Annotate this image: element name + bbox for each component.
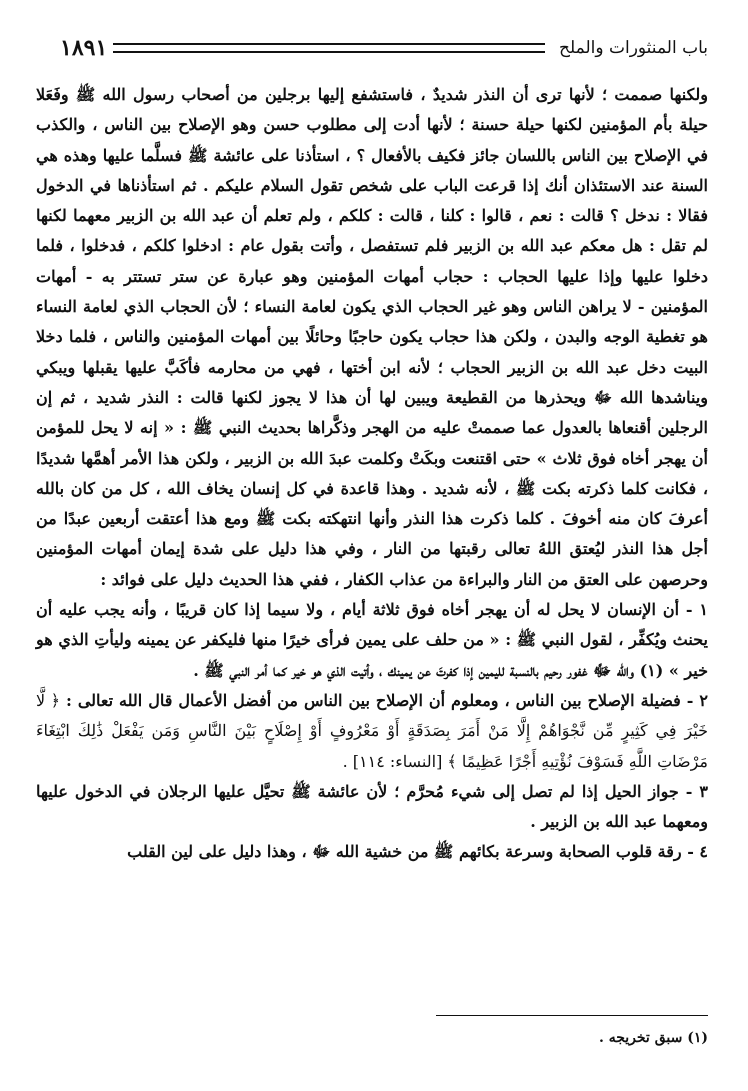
footnote: (١) سبق تخريجه . [598, 1030, 708, 1046]
benefit-4: ٤ - رقة قلوب الصحابة وسرعة بكائهم ﷺ من خشية الله ﷻ ، وهذا دليل على لين القلب [127, 842, 708, 862]
benefit-2 [36, 686, 708, 777]
intro-paragraph: ولكنها صممت ؛ لأنها ترى أن النذر شديدٌ ، فاستشفع إليها برجلين من أصحاب رسول الله ﷺ وفَعَلا حيلة بأم المؤمنين لكنها حيلة حسنة ؛ لأنها أدت إلى مطلوب حسن وهو الإصلاح بين الناس ، والكذب في الإصلاح بين الناس باللسان جائز فكيف بالأفعال ؟ ، استأذنا على عائشة ﷺ فسلَّما عليها وهذه هي السنة عند الاستئذان أنك إذا قرعت الباب على شخص تقول السلام عليكم . ثم استأذناها في الدخول فقالا : ندخل ؟ قالت : نعم ، قالوا : كلنا ، قالت : كلكم ، ولم تعلم أن عبد الله بن الزبير معهما لكنها لم تقل : هل معكم عبد الله بن الزبير فلم تستفصل ، وأتت بقول عام : ادخلوا كلكم ، فدخلوا ، فلما دخلوا عليها وإذا عليها الحجاب : حجاب أمهات المؤمنين وهو عبارة عن ستر تستتر به - أمهات المؤمنين - لا يراهن الناس وهو غير الحجاب الذي يكون لعامة النساء ؛ لأن الحجاب الذي لعامة النساء هو تغطية الوجه والبدن ، ولكن هذا حجاب يكون حاجبًا وحائلًا بين أمهات المؤمنين والناس ، فلما دخلا البيت دخل عبد الله بن الزبير الحجاب ؛ لأنه ابن أختها ، فهي من محارمه فأكَبَّ عليها يقبلها ويبكي ويناشدها الله ﷻ ويحذرها من القطيعة ويبين لها أن هذا لا يجوز لكنها قالت : النذر شديد ، ثم إن الرجلين أقنعاها بالعدول عما صممتْ عليه من الهجر وذكَّراها بحديث النبي ﷺ : « إنه لا يحل للمؤمن أن يهجر أخاه فوق ثلاث » حتى اقتنعت وبكَتْ وكلمت عبدَ الله بن الزبير ، ولكن هذا الأمر أهمَّها شديدًا ، فكانت كلما ذكرته بكت ﷺ ، لأنه شديد . وهذا قاعدة في كل إنسان يخاف الله ، كل من كان بالله أعرفَ كان منه أخوفَ . كلما ذكرت هذا النذر وأنها انتهكته بكت ﷺ ومع هذا أعتقت أربعين عبدًا من أجل هذا النذر ليُعتق اللهُ تعالى رقبتها من النار ، وفي هذا دليل على شدة إيمان أمهات المؤمنين وحرصهن على العتق من النار والبراءة من عذاب الكفار ، ففي هذا الحديث دليل على فوائد : [36, 85, 709, 589]
chapter-title: باب المنثورات والملح [559, 38, 708, 58]
page-header [60, 30, 708, 66]
page-body [36, 80, 708, 868]
footnote-separator [436, 1015, 708, 1016]
benefit-3: ٣ - جواز الحيل إذا لم تصل إلى شيء مُحرَّم ؛ لأن عائشة ﷺ تحيَّل عليها الرجلان في الدخول عليها ومعهما عبد الله بن الزبير . [36, 781, 708, 832]
header-rule [113, 43, 545, 53]
benefit-2-text: ٢ - فضيلة الإصلاح بين الناس ، ومعلوم أن الإصلاح بين الناس من أفضل الأعمال قال الله تعالى : [65, 690, 708, 710]
quran-verse: ﴿ لَّا خَيْرَ فِي كَثِيرٍ مِّن نَّجْوَاهُمْ إِلَّا مَنْ أَمَرَ بِصَدَقَةٍ أَوْ مَعْرُوفٍ أَوْ إِصْلَاحٍ بَيْنَ النَّاسِ وَمَن يَفْعَلْ ذَٰلِكَ ابْتِغَاءَ مَرْضَاتِ اللَّهِ فَسَوْفَ نُؤْتِيهِ أَجْرًا عَظِيمًا ﴾ [النساء: ١١٤] . [36, 690, 708, 771]
benefit-1: ١ - أن الإنسان لا يحل له أن يهجر أخاه فوق ثلاثة أيام ، ولا سيما إذا كان قريبًا ، وأنه يجب عليه أن يحنث ويُكفِّر ، لقول النبي ﷺ : « من حلف على يمين فرأى خيرًا منها فليكفر عن يمينه وليأتِ الذي هو خير » (١) والله ﷻ غفور رحيم بالنسبة لليمين إذا كفرتَ عن يمينك ، وأتيت الذي هو خير كما أمر النبي ﷺ . [36, 600, 708, 680]
page-number: ١٨٩١ [60, 35, 108, 61]
